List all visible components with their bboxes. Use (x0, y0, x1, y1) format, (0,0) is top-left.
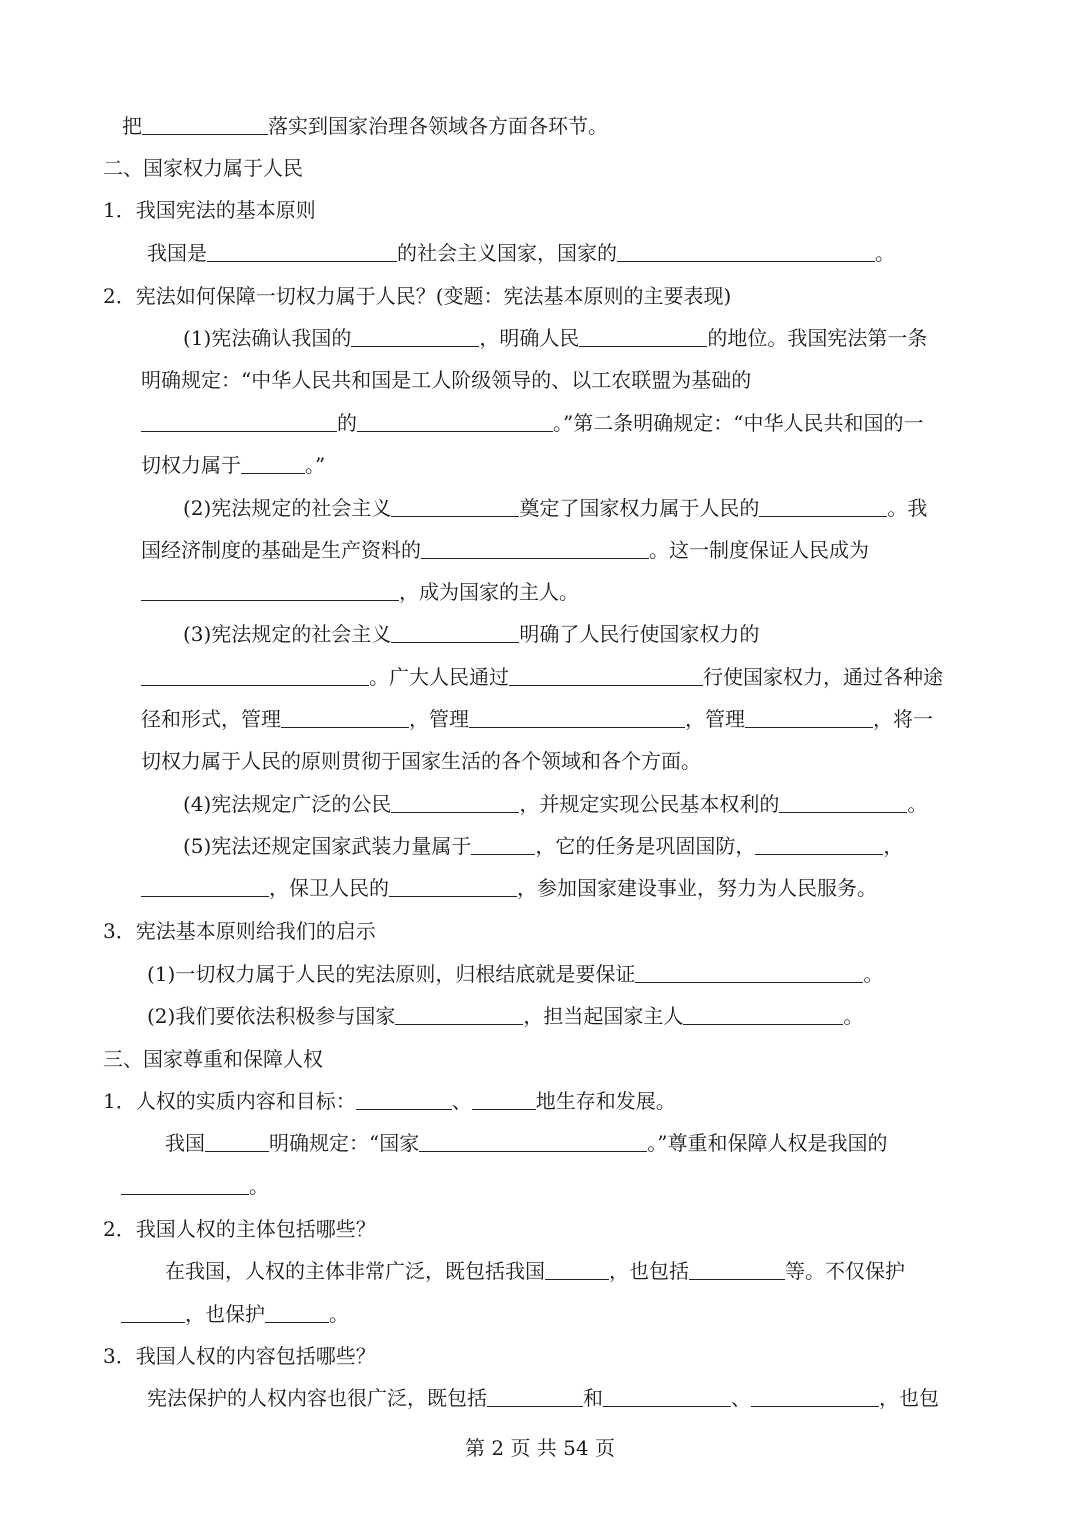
text-line: ，保卫人民的 ，参加国家建设事业，努力为人民服务。 (141, 874, 877, 902)
fill-blank[interactable] (509, 663, 703, 686)
text-line: ，成为国家的主人。 (141, 578, 579, 606)
fill-blank[interactable] (142, 112, 268, 135)
text-line: 切权力属于 。” (141, 453, 326, 477)
fill-blank[interactable] (745, 705, 873, 728)
fill-blank[interactable] (141, 409, 337, 432)
fill-blank[interactable] (421, 536, 649, 559)
fill-blank[interactable] (121, 1300, 185, 1323)
text-line: 我国是 的社会主义国家，国家的 。 (147, 241, 895, 265)
fill-blank[interactable] (357, 409, 553, 432)
fill-blank[interactable] (389, 874, 517, 897)
question-heading: 2．我国人权的主体包括哪些？ (103, 1217, 376, 1241)
fill-blank[interactable] (487, 1384, 583, 1407)
text-line: 明确规定：“中华人民共和国是工人阶级领导的、以工农联盟为基础的 (141, 368, 752, 392)
text-line: 把 落实到国家治理各领域各方面各环节。 (122, 114, 608, 138)
text-line: 我国 明确规定：“国家 。”尊重和保障人权是我国的 (165, 1131, 888, 1155)
text-line: (1)宪法确认我国的 ，明确人民 的地位。我国宪法第一条 (183, 326, 928, 350)
fill-blank[interactable] (395, 1002, 523, 1025)
section-heading: 二、国家权力属于人民 (103, 156, 303, 180)
fill-blank[interactable] (469, 705, 685, 728)
fill-blank[interactable] (779, 790, 907, 813)
text-line: (5)宪法还规定国家武装力量属于 ，它的任务是巩固国防， ， (183, 834, 904, 858)
text-line: 宪法保护的人权内容也很广泛，既包括 和 、 ，也包 (147, 1386, 939, 1410)
fill-blank[interactable] (472, 1087, 536, 1110)
text-line: 的 。”第二条明确规定：“中华人民共和国的一 (141, 409, 923, 437)
fill-blank[interactable] (545, 1257, 609, 1280)
fill-blank[interactable] (205, 1129, 269, 1152)
question-heading: 3．我国人权的内容包括哪些？ (103, 1344, 376, 1368)
fill-blank[interactable] (265, 1300, 329, 1323)
fill-blank[interactable] (603, 1384, 731, 1407)
fill-blank[interactable] (141, 578, 399, 601)
text-line: (2)宪法规定的社会主义 奠定了国家权力属于人民的 。我 (183, 496, 928, 520)
section-heading: 三、国家尊重和保障人权 (103, 1047, 323, 1071)
fill-blank[interactable] (755, 832, 883, 855)
text-line: 切权力属于人民的原则贯彻于国家生活的各个领域和各个方面。 (141, 749, 701, 773)
fill-blank[interactable] (141, 874, 269, 897)
question-heading: 3．宪法基本原则给我们的启示 (103, 919, 376, 943)
fill-blank[interactable] (471, 832, 535, 855)
fill-blank[interactable] (391, 620, 519, 643)
fill-blank[interactable] (759, 494, 887, 517)
text-line: (1)一切权力属于人民的宪法原则，归根结底就是要保证 。 (147, 962, 884, 986)
fill-blank[interactable] (141, 663, 369, 686)
fill-blank[interactable] (281, 705, 409, 728)
fill-blank[interactable] (419, 1129, 647, 1152)
fill-blank[interactable] (351, 324, 479, 347)
fill-blank[interactable] (689, 1257, 785, 1280)
text-line: 。广大人民通过 行使国家权力，通过各种途 (141, 663, 943, 691)
question-heading: 1．我国宪法的基本原则 (103, 198, 316, 222)
text-line: (4)宪法规定广泛的公民 ，并规定实现公民基本权利的 。 (183, 792, 928, 816)
fill-blank[interactable] (391, 790, 519, 813)
fill-blank[interactable] (356, 1087, 452, 1110)
text-line: 。 (121, 1172, 269, 1200)
fill-blank[interactable] (207, 239, 397, 262)
text-line: (3)宪法规定的社会主义 明确了人民行使国家权力的 (183, 622, 760, 646)
fill-blank[interactable] (751, 1384, 879, 1407)
fill-blank[interactable] (683, 1002, 843, 1025)
fill-blank[interactable] (241, 451, 305, 474)
text-line: 在我国，人权的主体非常广泛，既包括我国 ，也包括 等。不仅保护 (165, 1259, 905, 1283)
text-line: 径和形式，管理 ，管理 ，管理 ，将一 (141, 707, 933, 731)
question-heading: 2．宪法如何保障一切权力属于人民？(变题：宪法基本原则的主要表现) (103, 284, 732, 308)
fill-blank[interactable] (579, 324, 707, 347)
text-line: (2)我们要依法积极参与国家 ，担当起国家主人 。 (147, 1004, 864, 1028)
fill-blank[interactable] (121, 1172, 249, 1195)
question-heading: 1．人权的实质内容和目标： 、 地生存和发展。 (103, 1089, 676, 1113)
page-footer: 第 2 页 共 54 页 (465, 1436, 615, 1460)
fill-blank[interactable] (635, 960, 863, 983)
text-line: ，也保护 。 (121, 1300, 349, 1328)
fill-blank[interactable] (617, 239, 875, 262)
fill-blank[interactable] (391, 494, 519, 517)
text-line: 国经济制度的基础是生产资料的 。这一制度保证人民成为 (141, 538, 869, 562)
